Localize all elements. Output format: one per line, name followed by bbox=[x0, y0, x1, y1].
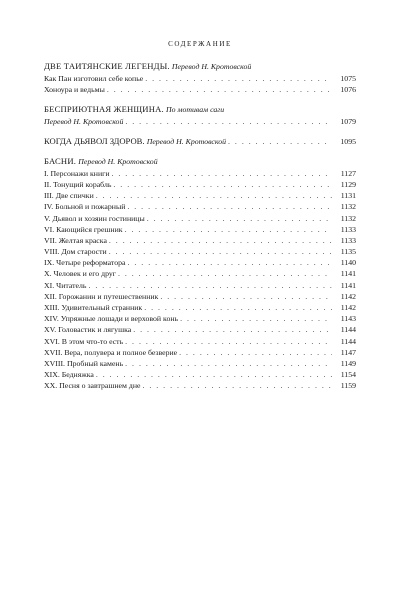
entry-page: 1141 bbox=[340, 269, 356, 279]
entry-page: 1144 bbox=[340, 336, 356, 346]
entry-page: 1140 bbox=[340, 258, 356, 268]
section-subtitle: По мотивам саги bbox=[166, 105, 225, 115]
dot-leader bbox=[96, 369, 332, 380]
entry-page: 1076 bbox=[340, 85, 356, 95]
section-translator: Перевод Н. Кротовской bbox=[146, 136, 227, 146]
entry-title: I. Персонажи книги bbox=[44, 168, 110, 178]
section-heading bbox=[44, 155, 356, 168]
running-head: СОДЕРЖАНИЕ bbox=[168, 40, 232, 48]
toc-entry bbox=[44, 280, 356, 291]
section-heading bbox=[44, 103, 356, 116]
entry-title: XI. Читатель bbox=[44, 280, 87, 290]
dot-leader bbox=[96, 190, 332, 201]
toc-section-homeless-woman bbox=[44, 103, 356, 127]
dot-leader bbox=[144, 302, 332, 313]
dot-leader bbox=[147, 213, 332, 224]
toc-entry bbox=[44, 73, 356, 84]
entry-page: 1132 bbox=[340, 202, 356, 212]
dot-leader bbox=[142, 380, 332, 391]
toc-entry bbox=[44, 291, 356, 302]
dot-leader bbox=[127, 201, 332, 212]
toc-entry bbox=[44, 201, 356, 212]
dot-leader bbox=[125, 358, 332, 369]
toc-entry bbox=[44, 336, 356, 347]
dot-leader bbox=[109, 235, 332, 246]
toc-entry bbox=[44, 380, 356, 391]
entry-page: 1147 bbox=[340, 347, 356, 357]
section-title: ДВЕ ТАИТЯНСКИЕ ЛЕГЕНДЫ. bbox=[44, 61, 170, 71]
dot-leader bbox=[128, 257, 333, 268]
dot-leader bbox=[88, 280, 332, 291]
entry-page: 1144 bbox=[340, 325, 356, 335]
entry-title: XVI. В этом что-то есть bbox=[44, 336, 124, 346]
toc-entry bbox=[44, 190, 356, 201]
entry-title: IX. Четыре реформатора bbox=[44, 258, 126, 268]
section-title: КОГДА ДЬЯВОЛ ЗДОРОВ. bbox=[44, 135, 145, 146]
section-title: БЕСПРИЮТНАЯ ЖЕНЩИНА. bbox=[44, 104, 164, 115]
dot-leader bbox=[133, 324, 332, 335]
entry-title: XIII. Удивительный странник bbox=[44, 303, 143, 312]
entry-title: II. Тонущий корабль bbox=[44, 179, 112, 189]
toc-entry bbox=[44, 224, 356, 235]
fables-list bbox=[44, 168, 356, 392]
toc-entry bbox=[44, 302, 356, 313]
entry-title: XIV. Упряжные лошади и верховой конь bbox=[44, 314, 179, 324]
section-translator: Перевод Н. Кротовской bbox=[78, 156, 158, 166]
dot-leader bbox=[228, 136, 332, 147]
entry-title: XVII. Вера, полувера и полное безверие bbox=[44, 347, 178, 357]
entry-page: 1095 bbox=[340, 136, 356, 146]
toc-section-when-devil-is-well bbox=[44, 136, 356, 147]
entry-page: 1133 bbox=[340, 224, 356, 234]
entry-page: 1154 bbox=[340, 370, 356, 380]
entry-page: 1131 bbox=[340, 191, 356, 201]
entry-page: 1142 bbox=[340, 303, 356, 312]
toc-entry bbox=[44, 84, 356, 95]
entry-title: X. Человек и его друг bbox=[44, 269, 116, 279]
entry-title: XX. Песня о завтрашнем дне bbox=[44, 381, 141, 391]
entry-title: Как Пан изготовил себе копье bbox=[44, 74, 144, 83]
toc-entry bbox=[44, 136, 356, 147]
dot-leader bbox=[125, 224, 332, 235]
entry-page: 1149 bbox=[340, 358, 356, 368]
dot-leader bbox=[125, 336, 332, 347]
entry-title: VIII. Дом старости bbox=[44, 247, 107, 257]
dot-leader bbox=[145, 73, 332, 84]
entry-title: VI. Кающийся грешник bbox=[44, 224, 123, 234]
section-translator: Перевод Н. Кротовской bbox=[44, 117, 124, 127]
toc-section-fables bbox=[44, 155, 356, 392]
entry-page: 1143 bbox=[340, 314, 356, 324]
section-title: БАСНИ. bbox=[44, 155, 77, 166]
toc-entry bbox=[44, 257, 356, 268]
section-heading bbox=[44, 60, 356, 73]
dot-leader bbox=[113, 179, 332, 190]
dot-leader bbox=[118, 268, 332, 279]
toc-entry bbox=[44, 213, 356, 224]
toc-entry bbox=[44, 179, 356, 190]
entry-page: 1141 bbox=[340, 280, 356, 290]
section-translator: Перевод Н. Кротовской bbox=[171, 62, 252, 71]
toc-entry bbox=[44, 313, 356, 324]
entry-title: XIX. Бедняжка bbox=[44, 370, 94, 380]
dot-leader bbox=[180, 313, 332, 324]
dot-leader bbox=[112, 168, 333, 179]
entry-title: IV. Больной и пожарный bbox=[44, 202, 126, 212]
toc-entry bbox=[44, 246, 356, 257]
dot-leader bbox=[107, 84, 332, 95]
entry-title: V. Дьявол и хозяин гостиницы bbox=[44, 213, 145, 223]
entry-page: 1127 bbox=[340, 168, 356, 178]
toc-entry bbox=[44, 235, 356, 246]
entry-title: XVIII. Пробный камень bbox=[44, 358, 124, 368]
dot-leader bbox=[160, 291, 332, 302]
entry-page: 1142 bbox=[340, 291, 356, 301]
toc-entry bbox=[44, 369, 356, 380]
toc-entry bbox=[44, 324, 356, 335]
toc-entry bbox=[44, 347, 356, 358]
entry-page: 1129 bbox=[340, 179, 356, 189]
toc-entry bbox=[44, 116, 356, 127]
entry-title: III. Две спички bbox=[44, 191, 94, 201]
toc-entry bbox=[44, 268, 356, 279]
entry-title: XII. Горожанин и путешественник bbox=[44, 291, 159, 301]
entry-page: 1135 bbox=[340, 247, 356, 257]
entry-page: 1075 bbox=[340, 74, 356, 83]
entry-page: 1132 bbox=[340, 213, 356, 223]
entry-title: VII. Желтая краска bbox=[44, 235, 107, 245]
entry-page: 1133 bbox=[340, 235, 356, 245]
dot-leader bbox=[125, 116, 332, 127]
dot-leader bbox=[179, 347, 332, 358]
toc-entry bbox=[44, 358, 356, 369]
entry-title: Хоноура и ведьмы bbox=[44, 85, 105, 95]
toc-entry bbox=[44, 168, 356, 179]
toc-section-tahitian-legends bbox=[44, 60, 356, 95]
table-of-contents bbox=[44, 60, 356, 400]
entry-page: 1079 bbox=[340, 117, 356, 127]
dot-leader bbox=[109, 246, 332, 257]
entry-title: XV. Головастик и лягушка bbox=[44, 325, 132, 335]
entry-page: 1159 bbox=[340, 381, 356, 391]
